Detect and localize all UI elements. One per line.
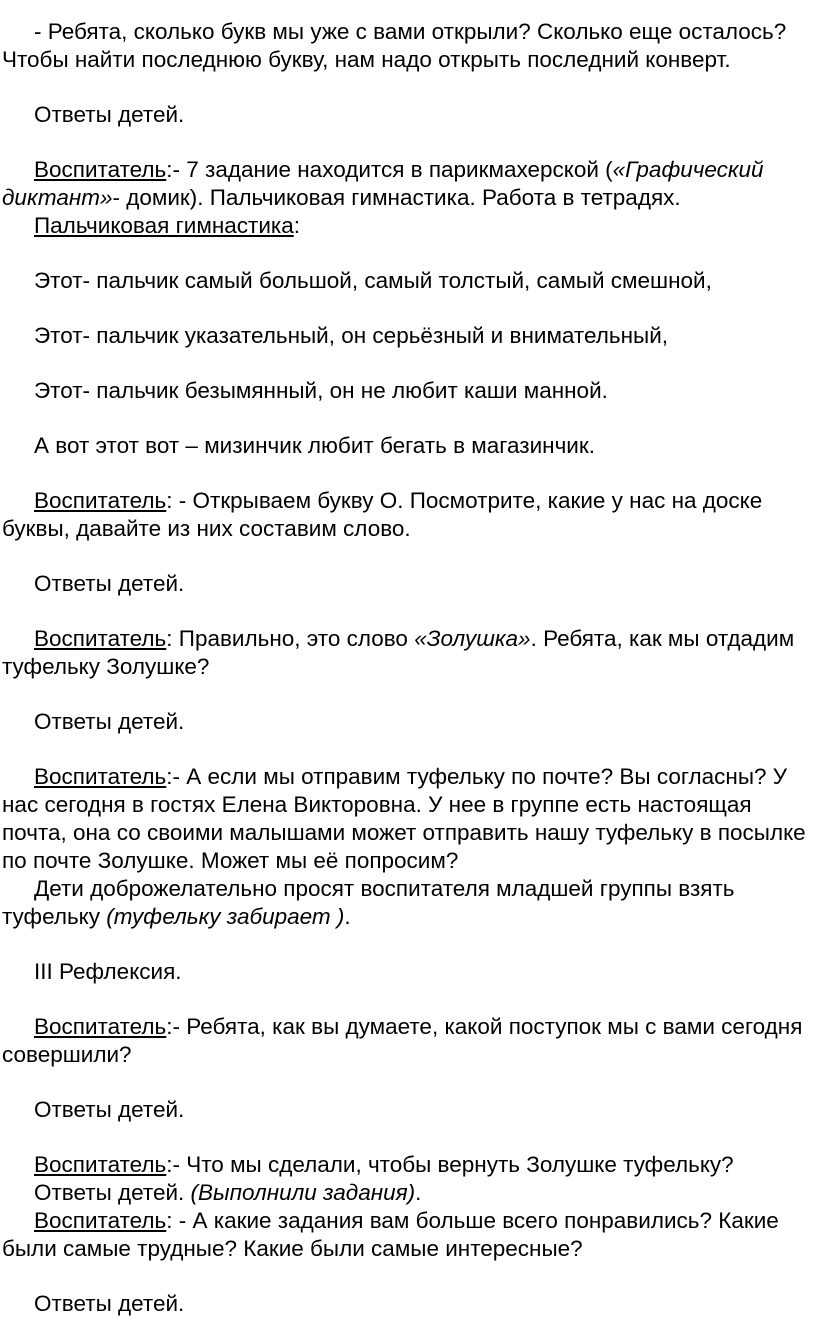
text-run: :- Ребята, как вы думаете, какой поступок мы с вами сегодня совершили? — [2, 1014, 803, 1067]
paragraph-word-cinderella — [2, 625, 810, 681]
poem-line: Этот- пальчик самый большой, самый толстый, самый смешной, — [34, 268, 712, 293]
section-heading: Пальчиковая гимнастика — [34, 213, 294, 238]
text-run: - домик). Пальчиковая гимнастика. Работа в тетрадях. — [112, 185, 681, 210]
paragraph-task-seven — [2, 156, 810, 212]
text-run: : — [293, 213, 301, 238]
text-run: . — [344, 904, 351, 929]
text-run: :- А если мы отправим туфельку по почте? Вы согласны? У нас сегодня в гостях Елена Викторовна. У нее в группе есть настоящая почта, она со своими малышами может отправить нашу туфельку в посылке по почте Золушке. Может мы её попросим? — [2, 764, 806, 873]
paragraph-children-answers: Ответы детей. — [34, 571, 185, 596]
text-run: : - А какие задания вам больше всего понравились? Какие были самые трудные? Какие были самые интересные? — [2, 1208, 779, 1261]
speaker-label: Воспитатель — [34, 764, 167, 789]
poem-line: А вот этот вот – мизинчик любит бегать в магазинчик. — [34, 433, 595, 458]
poem-line: Этот- пальчик указательный, он серьёзный и внимательный, — [34, 323, 669, 348]
paragraph-letter-o — [2, 487, 810, 543]
text-run: . Ребята, как мы отдадим туфельку Золушке? — [2, 626, 795, 679]
paragraph-children-answers: Ответы детей. — [34, 1291, 185, 1316]
text-run: :- Что мы сделали, чтобы вернуть Золушке туфельку? — [166, 1152, 734, 1177]
section-reflection-heading: III Рефлексия. — [34, 959, 182, 984]
paragraph-children-ask — [2, 875, 810, 931]
text-run: . — [415, 1180, 422, 1205]
paragraph-deed-question — [2, 1013, 810, 1069]
speaker-label: Воспитатель — [34, 157, 167, 182]
poem-line: Этот- пальчик безымянный, он не любит каши манной. — [34, 378, 608, 403]
italic-run: «Золушка» — [414, 626, 531, 651]
italic-run: (Выполнили задания) — [190, 1180, 416, 1205]
text-run: : Правильно, это слово — [166, 626, 415, 651]
speaker-label: Воспитатель — [34, 1208, 167, 1233]
paragraph-children-answers: Ответы детей. — [34, 1097, 185, 1122]
speaker-label: Воспитатель — [34, 1014, 167, 1039]
speaker-label: Воспитатель — [34, 1152, 167, 1177]
paragraph-finger-gym-heading — [2, 212, 810, 240]
text-run: : - Открываем букву О. Посмотрите, какие у нас на доске буквы, давайте из них составим слово. — [2, 488, 763, 541]
text-run: Ответы детей. — [34, 1180, 191, 1205]
text-run: :- 7 задание находится в парикмахерской ( — [166, 157, 613, 182]
paragraph-children-answers: Ответы детей. — [34, 709, 185, 734]
italic-run: (туфельку забирает ) — [106, 904, 345, 929]
text-run: Дети доброжелательно просят воспитателя младшей группы взять туфельку — [2, 876, 735, 929]
paragraph-favourite-tasks — [2, 1207, 810, 1263]
paragraph-post-office — [2, 763, 810, 875]
speaker-label: Воспитатель — [34, 488, 167, 513]
paragraph-what-we-did — [2, 1151, 810, 1179]
paragraph-question: - Ребята, сколько букв мы уже с вами открыли? Сколько еще осталось? Чтобы найти последнюю букву, нам надо открыть последний конверт. — [2, 19, 787, 72]
italic-run: «Графический диктант» — [2, 157, 764, 210]
speaker-label: Воспитатель — [34, 626, 167, 651]
paragraph-children-answers-tasks — [2, 1179, 810, 1207]
paragraph-children-answers: Ответы детей. — [34, 102, 185, 127]
